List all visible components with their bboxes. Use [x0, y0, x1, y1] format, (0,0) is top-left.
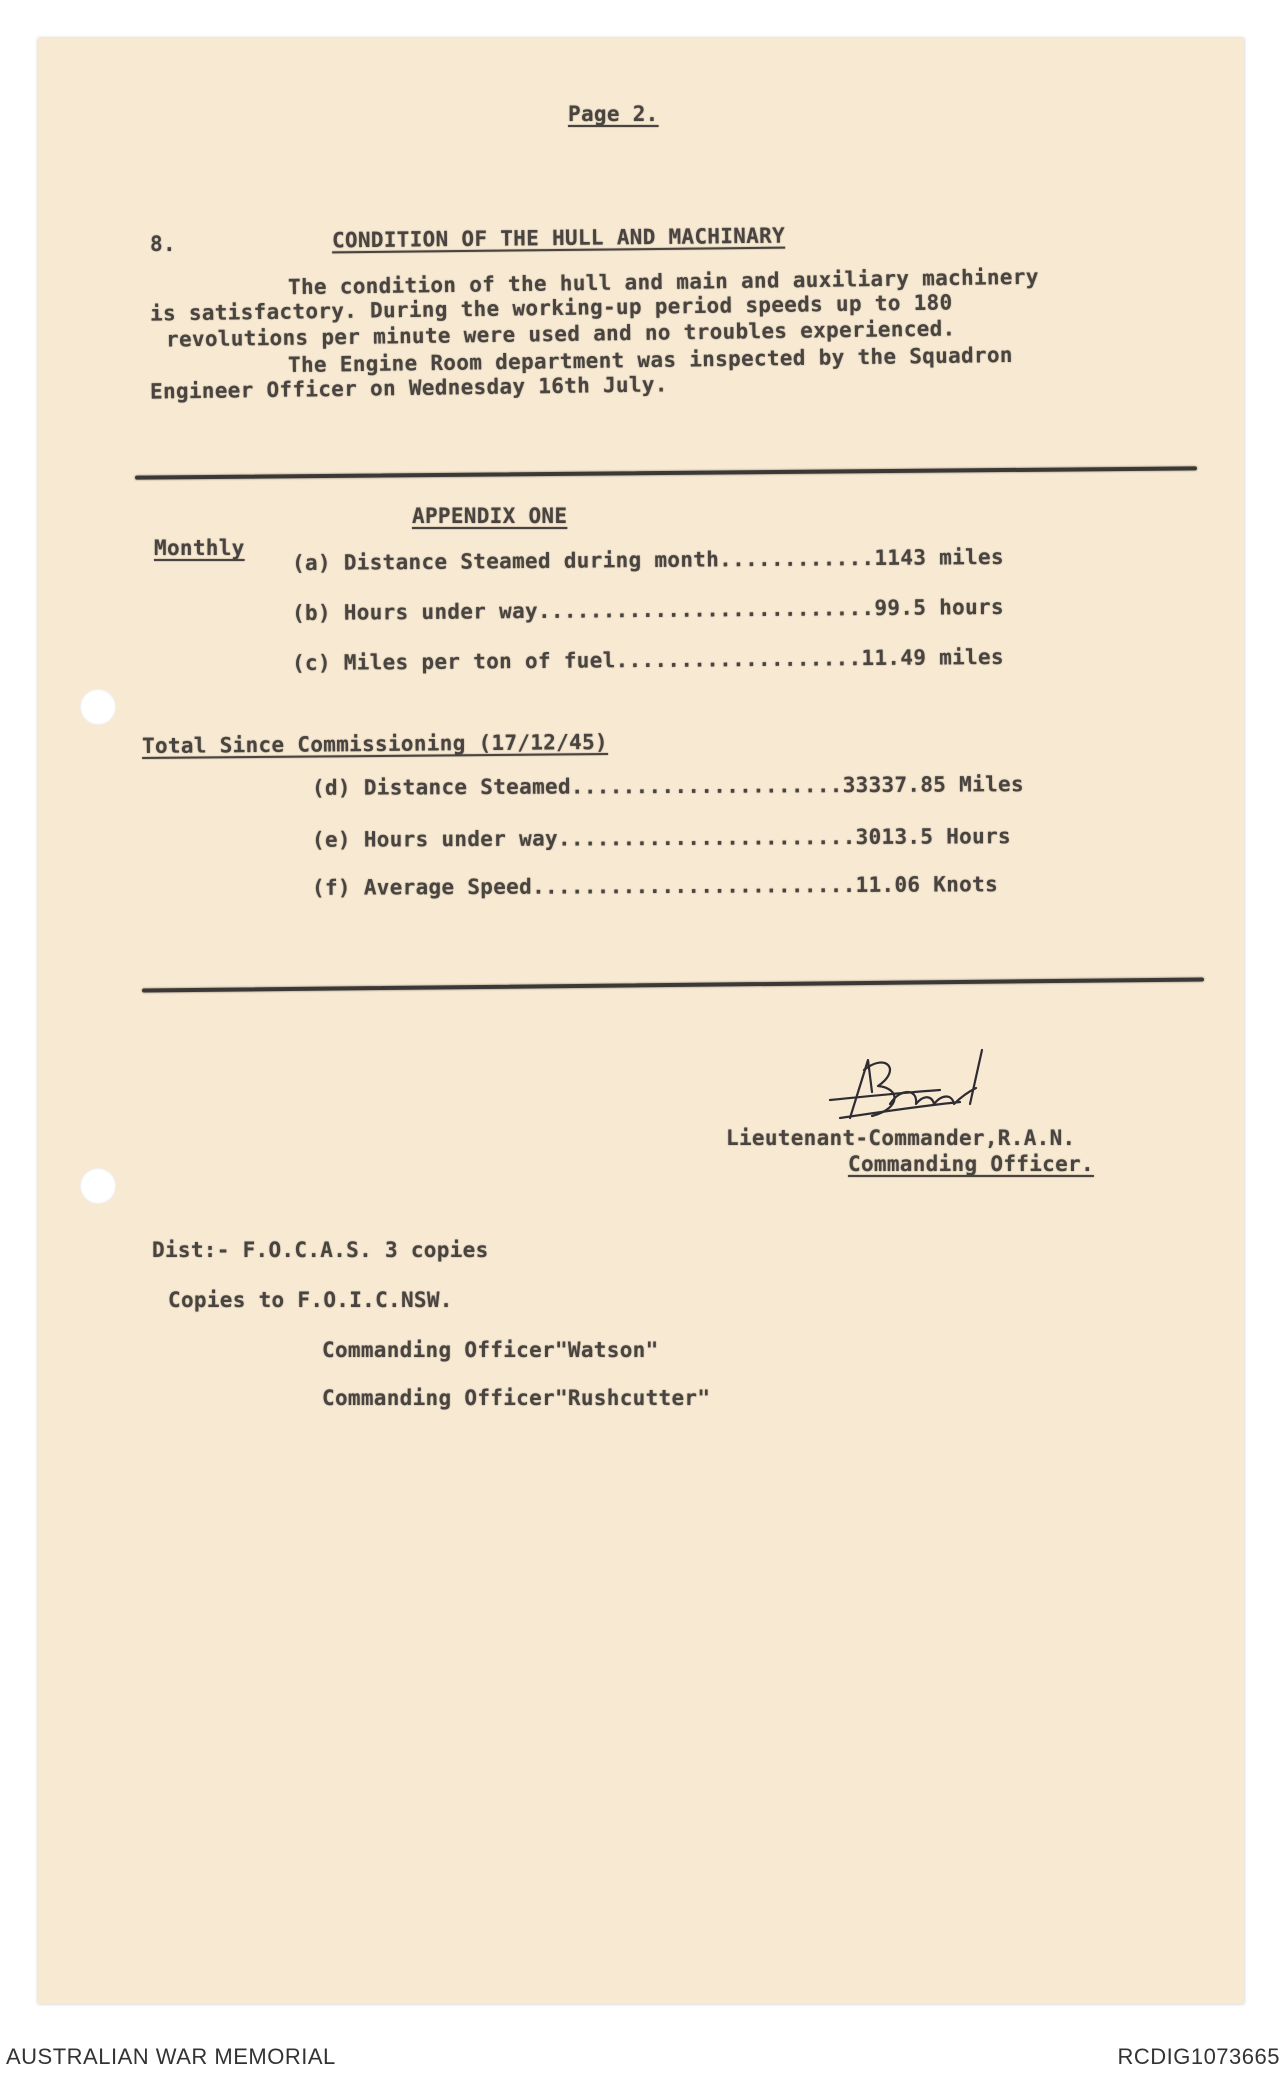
appendix-item-f: (f) Average Speed.........................11.06 Knots: [311, 872, 999, 900]
appendix-item-d: (d) Distance Steamed.....................33337.85 Miles: [311, 772, 1024, 800]
body-line: The condition of the hull and main and auxiliary machinery: [287, 264, 1039, 300]
body-line: The Engine Room department was inspected by the Squadron: [287, 342, 1013, 378]
body-line: Engineer Officer on Wednesday 16th July.: [149, 372, 668, 404]
body-line: revolutions per minute were used and no troubles experienced.: [165, 316, 956, 352]
punch-hole-lower: [80, 1168, 116, 1204]
footer-record-id: RCDIG1073665: [1117, 2044, 1280, 2069]
body-line: is satisfactory. During the working-up period speeds up to 180: [149, 290, 953, 326]
handwritten-signature: [820, 1030, 1020, 1140]
total-label: Total Since Commissioning (17/12/45): [141, 729, 609, 759]
appendix-title: APPENDIX ONE: [412, 504, 568, 528]
distribution-line: Commanding Officer"Rushcutter": [322, 1386, 711, 1410]
appendix-item-a: (a) Distance Steamed during month............1143 miles: [291, 544, 1004, 576]
signatory-title: Commanding Officer.: [848, 1152, 1094, 1176]
footer-institution: AUSTRALIAN WAR MEMORIAL: [6, 2044, 336, 2069]
distribution-line: Commanding Officer"Watson": [322, 1338, 659, 1362]
appendix-item-b: (b) Hours under way..........................99.5 hours: [291, 594, 1004, 626]
signatory-rank: Lieutenant-Commander,R.A.N.: [726, 1126, 1076, 1150]
page-number: Page 2.: [568, 102, 659, 126]
section-number: 8.: [150, 232, 176, 256]
section-heading: CONDITION OF THE HULL AND MACHINARY: [331, 223, 786, 253]
distribution-line: Copies to F.O.I.C.NSW.: [168, 1288, 453, 1312]
appendix-item-e: (e) Hours under way.......................3013.5 Hours: [311, 824, 1011, 852]
distribution-line: Dist:- F.O.C.A.S. 3 copies: [152, 1238, 489, 1262]
appendix-item-c: (c) Miles per ton of fuel...................11.49 miles: [291, 644, 1004, 676]
punch-hole-upper: [80, 689, 116, 725]
monthly-label: Monthly: [154, 536, 245, 560]
